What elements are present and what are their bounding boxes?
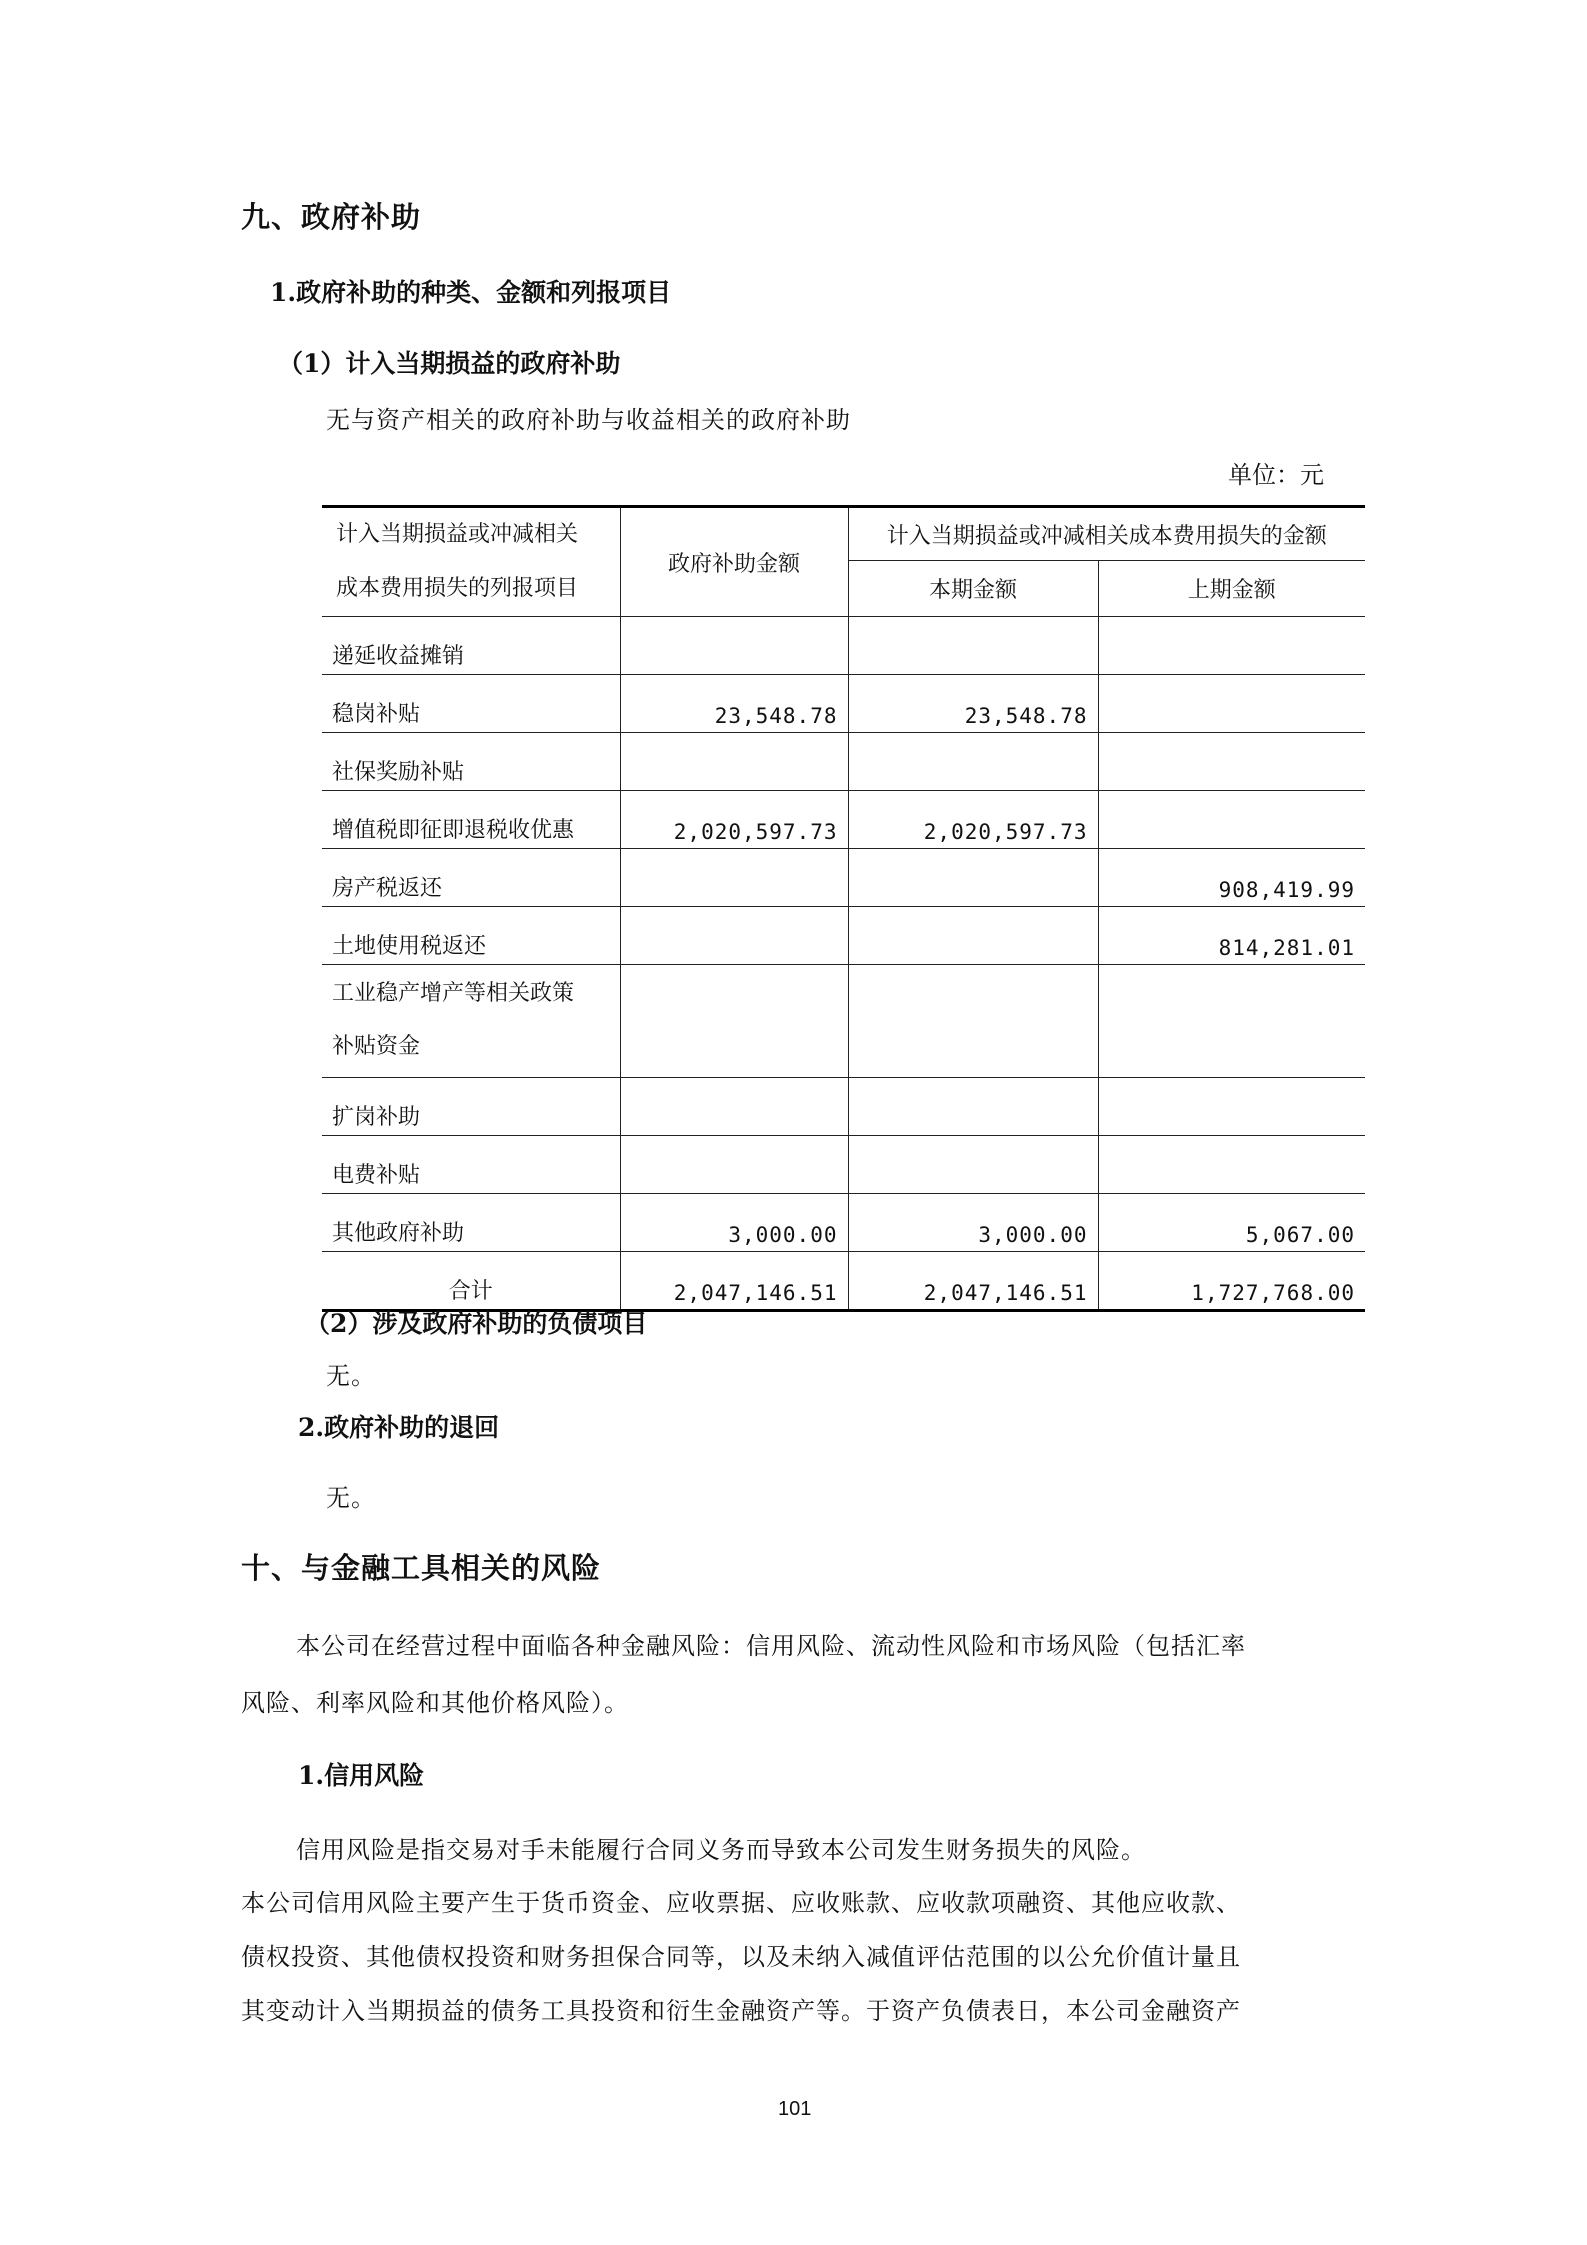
row-item: 稳岗补贴 [322, 675, 620, 733]
row-amount [620, 1078, 848, 1136]
table-row [322, 733, 1365, 791]
row-current [848, 907, 1098, 965]
row-amount [620, 849, 848, 907]
table-total-row [322, 1252, 1365, 1311]
row-item: 增值税即征即退税收优惠 [322, 791, 620, 849]
row-current: 2,020,597.73 [848, 791, 1098, 849]
row-prior [1098, 1136, 1365, 1194]
header-subsidy-amount: 政府补助金额 [620, 507, 848, 617]
total-current: 2,047,146.51 [848, 1252, 1098, 1311]
header-report-item-line1: 计入当期损益或冲减相关 [336, 522, 579, 547]
header-report-item [322, 507, 620, 617]
row-current [848, 1136, 1098, 1194]
row-current [848, 1078, 1098, 1136]
table-row [322, 849, 1365, 907]
subsection-1-1-title: （1）计入当期损益的政府补助 [278, 349, 621, 378]
row-item: 电费补贴 [322, 1136, 620, 1194]
row-current [848, 849, 1098, 907]
subsection-2-body: 无。 [326, 1484, 376, 1512]
row-amount [620, 907, 848, 965]
total-prior: 1,727,768.00 [1098, 1252, 1365, 1311]
row-current [848, 965, 1098, 1078]
row-item: 土地使用税返还 [322, 907, 620, 965]
row-prior [1098, 617, 1365, 675]
row-item: 房产税返还 [322, 849, 620, 907]
table-row [322, 617, 1365, 675]
table-row [322, 675, 1365, 733]
row-prior [1098, 733, 1365, 791]
row-item: 社保奖励补贴 [322, 733, 620, 791]
table-row [322, 965, 1365, 1078]
credit-risk-paragraph-1: 信用风险是指交易对手未能履行合同义务而导致本公司发生财务损失的风险。 [296, 1836, 1146, 1864]
table-row [322, 1136, 1365, 1194]
subsection-2-title: 2.政府补助的退回 [298, 1413, 500, 1442]
credit-risk-title: 1.信用风险 [298, 1761, 425, 1790]
row-prior [1098, 1078, 1365, 1136]
subsection-1-2-title: （2）涉及政府补助的负债项目 [305, 1309, 648, 1338]
total-label: 合计 [322, 1252, 620, 1311]
row-amount [620, 1136, 848, 1194]
header-amount-group: 计入当期损益或冲减相关成本费用损失的金额 [848, 507, 1365, 561]
note-text: 无与资产相关的政府补助与收益相关的政府补助 [326, 406, 851, 434]
table-row [322, 907, 1365, 965]
row-prior [1098, 675, 1365, 733]
row-amount: 2,020,597.73 [620, 791, 848, 849]
header-current-period: 本期金额 [848, 561, 1098, 617]
section-10-intro-line1: 本公司在经营过程中面临各种金融风险：信用风险、流动性风险和市场风险（包括汇率 [296, 1632, 1246, 1660]
row-amount: 3,000.00 [620, 1194, 848, 1252]
row-prior: 908,419.99 [1098, 849, 1365, 907]
credit-risk-paragraph-2-line2: 债权投资、其他债权投资和财务担保合同等，以及未纳入减值评估范围的以公允价值计量且 [241, 1943, 1241, 1971]
government-subsidy-table [322, 505, 1365, 1312]
row-current [848, 733, 1098, 791]
row-prior: 5,067.00 [1098, 1194, 1365, 1252]
section-9-title: 九、政府补助 [241, 200, 422, 234]
row-item: 扩岗补助 [322, 1078, 620, 1136]
section-10-title: 十、与金融工具相关的风险 [241, 1551, 602, 1585]
credit-risk-paragraph-2-line3: 其变动计入当期损益的债务工具投资和衍生金融资产等。于资产负债表日，本公司金融资产 [241, 1997, 1241, 2025]
section-10-intro-line2: 风险、利率风险和其他价格风险）。 [241, 1689, 629, 1717]
row-item [322, 965, 620, 1078]
subsection-1-2-body: 无。 [326, 1362, 376, 1390]
row-prior [1098, 791, 1365, 849]
header-report-item-line2: 成本费用损失的列报项目 [336, 576, 579, 601]
row-item-line2: 补贴资金 [332, 1034, 421, 1059]
row-amount [620, 617, 848, 675]
table-row [322, 1078, 1365, 1136]
subsection-1-title: 1.政府补助的种类、金额和列报项目 [270, 278, 672, 307]
row-amount [620, 965, 848, 1078]
row-prior: 814,281.01 [1098, 907, 1365, 965]
row-item: 递延收益摊销 [322, 617, 620, 675]
row-amount: 23,548.78 [620, 675, 848, 733]
row-current [848, 617, 1098, 675]
table-header-row [322, 507, 1365, 561]
row-current: 3,000.00 [848, 1194, 1098, 1252]
row-amount [620, 733, 848, 791]
row-item: 其他政府补助 [322, 1194, 620, 1252]
row-item-line1: 工业稳产增产等相关政策 [332, 981, 575, 1006]
table-row [322, 1194, 1365, 1252]
table-row [322, 791, 1365, 849]
header-prior-period: 上期金额 [1098, 561, 1365, 617]
page-number: 101 [778, 2098, 812, 2120]
row-current: 23,548.78 [848, 675, 1098, 733]
credit-risk-paragraph-2-line1: 本公司信用风险主要产生于货币资金、应收票据、应收账款、应收款项融资、其他应收款、 [241, 1889, 1241, 1917]
total-amount: 2,047,146.51 [620, 1252, 848, 1311]
row-prior [1098, 965, 1365, 1078]
unit-label: 单位：元 [1228, 461, 1324, 489]
